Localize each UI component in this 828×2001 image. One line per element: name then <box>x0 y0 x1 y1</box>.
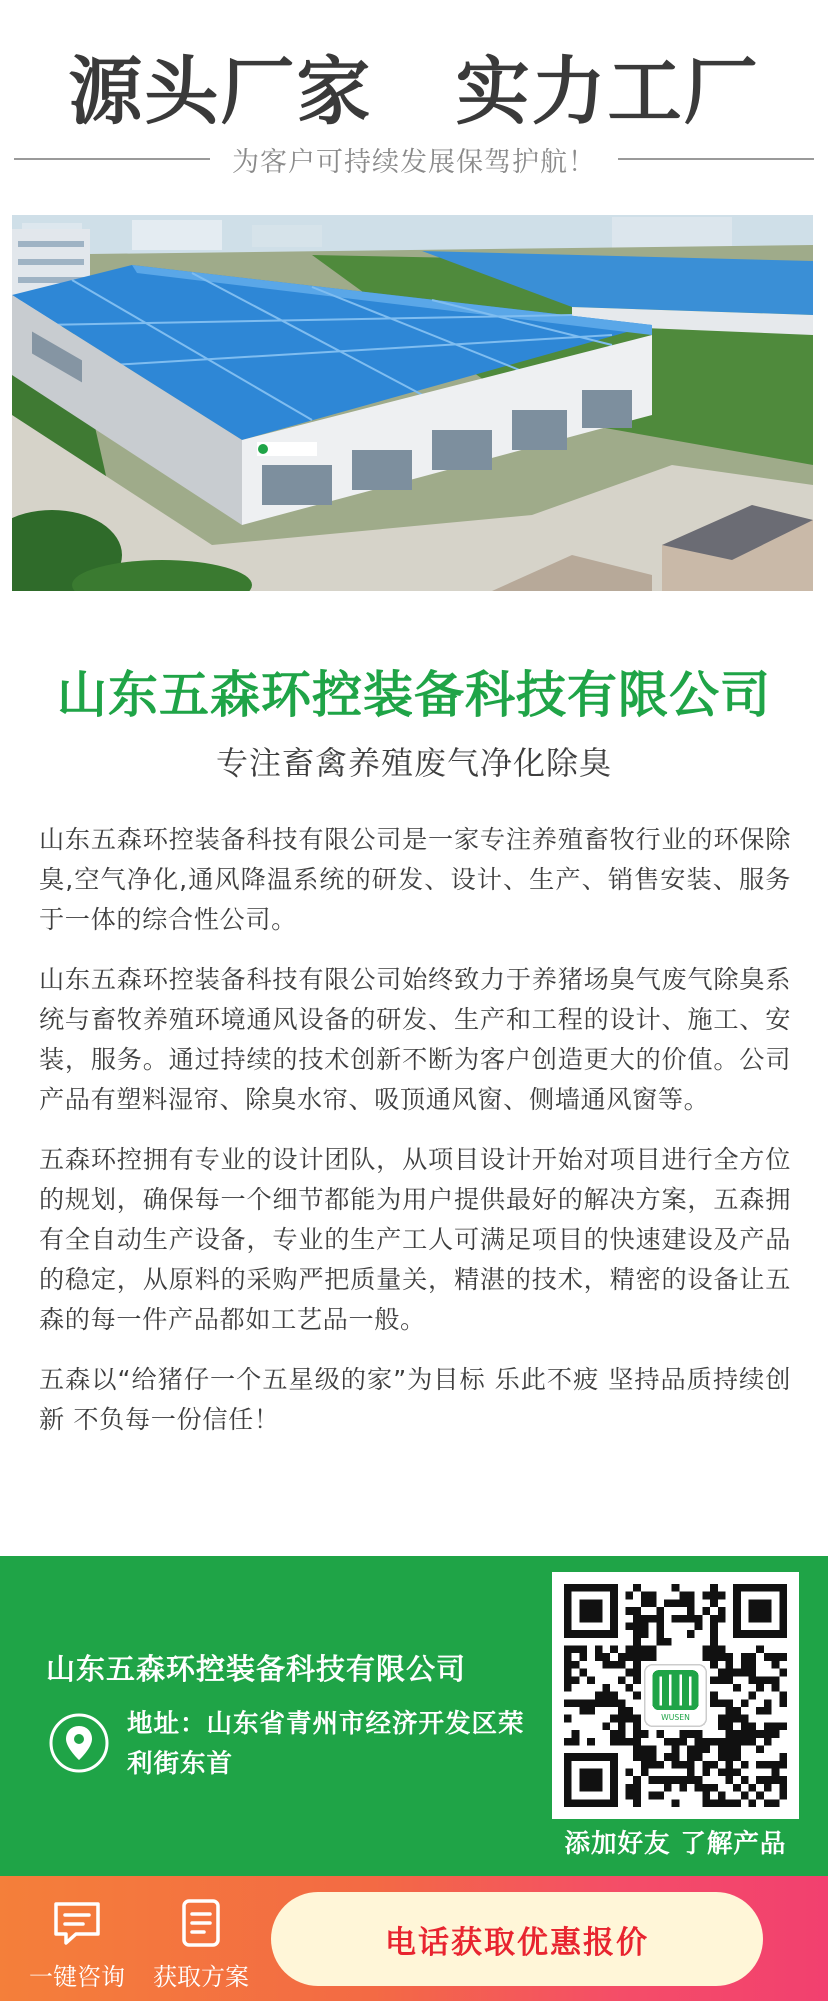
get-plan-button[interactable] <box>146 1890 256 1998</box>
subtitle-row <box>14 140 814 178</box>
qr-logo-icon <box>652 1670 698 1710</box>
phone-quote-button[interactable]: 电话获取优惠报价 <box>271 1892 763 1986</box>
description-paragraph: 五森以“给猪仔一个五星级的家”为目标 乐此不疲 坚持品质持续创新 不负每一份信任！ <box>39 1365 791 1434</box>
wechat-qr-code[interactable] <box>552 1572 799 1819</box>
footer-company-name: 山东五森环控装备科技有限公司 <box>46 1652 467 1686</box>
document-icon <box>174 1896 228 1950</box>
svg-text:WUSEN: WUSEN <box>661 1713 690 1723</box>
hero-title: 源头厂家 实力工厂 <box>68 49 760 135</box>
consult-label: 一键咨询 <box>29 1963 125 1991</box>
divider-left <box>14 158 210 160</box>
company-name: 山东五森环控装备科技有限公司 <box>57 666 771 724</box>
get-plan-label: 获取方案 <box>153 1963 249 1991</box>
description-paragraph: 五森环控拥有专业的设计团队，从项目设计开始对项目进行全方位的规划，确保每一个细节都能为用户提供最好的解决方案，五森拥有全自动生产设备，专业的生产工人可满足项目的快速建设及产品的稳定，从原料的采购严把质量关，精湛的技术，精密的设备让五森的每一件产品都如工艺品一般。 <box>39 1145 791 1334</box>
divider-right <box>618 158 814 160</box>
factory-photo <box>12 215 813 591</box>
company-description <box>39 820 791 1460</box>
company-tagline: 专注畜禽养殖废气净化除臭 <box>215 744 612 782</box>
chat-bubble-icon <box>50 1896 104 1950</box>
location-pin-icon <box>48 1712 110 1774</box>
description-paragraph: 山东五森环控装备科技有限公司始终致力于养猪场臭气废气除臭系统与畜牧养殖环境通风设备的研发、生产和工程的设计、施工、安装，服务。通过持续的技术创新不断为客户创造更大的价值。公司产品有塑料湿帘、除臭水帘、吸顶通风窗、侧墙通风窗等。 <box>39 965 791 1114</box>
description-paragraph: 山东五森环控装备科技有限公司是一家专注养殖畜牧行业的环保除臭,空气净化,通风降温系统的研发、设计、生产、销售安装、服务于一体的综合性公司。 <box>39 825 791 934</box>
consult-button[interactable] <box>22 1890 132 1998</box>
qr-caption: 添加好友 了解产品 <box>564 1829 787 1859</box>
footer-address: 地址：山东省青州市经济开发区荣利街东首 <box>127 1709 525 1779</box>
hero-subtitle: 为客户可持续发展保驾护航！ <box>232 146 596 178</box>
